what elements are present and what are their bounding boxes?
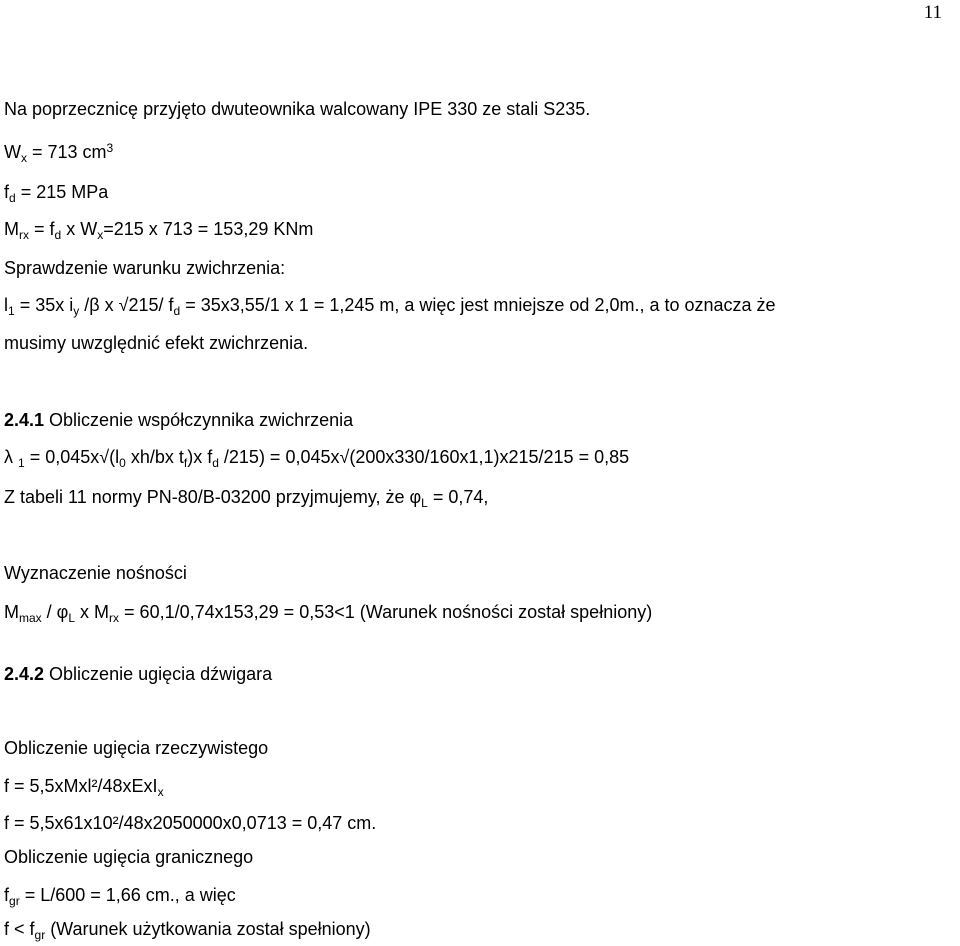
- subscript: gr: [34, 928, 46, 942]
- superscript: 3: [106, 141, 114, 155]
- phi-line: [4, 486, 488, 508]
- text-run: λ: [4, 447, 19, 467]
- subscript: rx: [19, 228, 29, 242]
- text-run: = L/600 = 1,66 cm., a więc: [19, 885, 236, 905]
- lateral-check-heading: Sprawdzenie warunku zwichrzenia:: [4, 258, 286, 278]
- text-run: M: [4, 602, 19, 622]
- subscript: f: [183, 456, 188, 470]
- subscript: x: [97, 228, 104, 242]
- subscript: d: [173, 304, 181, 318]
- lambda-formula-line: [4, 446, 629, 468]
- text-run: f = 5,5xMxl²/48xExI: [4, 776, 158, 796]
- text-run: l: [4, 295, 8, 315]
- wx-line: [4, 141, 113, 163]
- page-number: 11: [923, 2, 942, 23]
- text-run: (l: [109, 447, 120, 467]
- capacity-formula-line: [4, 601, 652, 623]
- text-run: 215/ f: [128, 295, 174, 315]
- subscript: gr: [9, 894, 20, 908]
- text-run: = 215 MPa: [15, 182, 109, 202]
- text-run: x M: [75, 602, 110, 622]
- actual-deflection-heading: Obliczenie ugięcia rzeczywistego: [4, 738, 269, 758]
- text-run: (200x330/160x1,1)x215/215 = 0,85: [349, 447, 630, 467]
- text-run: /215) = 0,045x: [218, 447, 340, 467]
- text-run: = f: [29, 219, 55, 239]
- l1-formula-continuation: musimy uwzględnić efekt zwichrzenia.: [4, 333, 309, 353]
- section-242-heading: [4, 663, 272, 685]
- sqrt-symbol: √: [99, 447, 110, 467]
- subscript: 1: [18, 456, 25, 470]
- sqrt-symbol: √: [118, 295, 129, 315]
- text-run: = 35x i: [14, 295, 74, 315]
- capacity-heading: Wyznaczenie nośności: [4, 563, 187, 583]
- text-run: x W: [61, 219, 98, 239]
- mrx-line: [4, 218, 313, 240]
- subscript: L: [421, 496, 428, 510]
- subscript: d: [54, 228, 62, 242]
- subscript: d: [9, 191, 16, 205]
- subscript: rx: [109, 611, 120, 625]
- subscript: L: [68, 611, 76, 625]
- subscript: d: [212, 456, 219, 470]
- text-run: 2.4.2: [4, 664, 45, 684]
- text-run: f < f: [4, 919, 35, 939]
- text-run: W: [4, 142, 21, 162]
- section-241-heading: [4, 409, 353, 431]
- sqrt-symbol: √: [339, 447, 350, 467]
- text-run: Z tabeli 11 normy PN-80/B-03200 przyjmujemy, że φ: [4, 487, 422, 507]
- text-run: )x f: [187, 447, 213, 467]
- text-run: /β x: [79, 295, 119, 315]
- text-run: = 0,045x: [24, 447, 100, 467]
- text-run: xh/bx t: [125, 447, 184, 467]
- text-run: 2.4.1: [4, 410, 45, 430]
- text-run: Obliczenie współczynnika zwichrzenia: [44, 410, 354, 430]
- text-run: f: [4, 182, 10, 202]
- text-run: = 60,1/0,74x153,29 = 0,53<1 (Warunek nośności został spełniony): [119, 602, 653, 622]
- subscript: x: [157, 785, 164, 799]
- subscript: 1: [8, 304, 15, 318]
- serviceability-check-line: [4, 918, 371, 940]
- fd-line: [4, 181, 108, 203]
- subscript: 0: [119, 456, 126, 470]
- subscript: x: [21, 151, 27, 165]
- limit-deflection-heading: Obliczenie ugięcia granicznego: [4, 847, 254, 867]
- l1-formula-line: [4, 294, 776, 316]
- text-run: Obliczenie ugięcia dźwigara: [44, 664, 273, 684]
- text-run: =215 x 713 = 153,29 KNm: [103, 219, 314, 239]
- text-run: f: [4, 885, 10, 905]
- intro-line: Na poprzecznicę przyjęto dwuteownika walcowany IPE 330 ze stali S235.: [4, 99, 591, 119]
- subscript: y: [73, 304, 80, 318]
- subscript: max: [19, 611, 42, 625]
- text-run: (Warunek użytkowania został spełniony): [45, 919, 371, 939]
- text-run: = 713 cm: [27, 142, 107, 162]
- deflection-value-line: f = 5,5x61x10²/48x2050000x0,0713 = 0,47 cm.: [4, 813, 377, 833]
- fgr-line: [4, 884, 236, 906]
- text-run: = 35x3,55/1 x 1 = 1,245 m, a więc jest mniejsze od 2,0m., a to oznacza że: [180, 295, 776, 315]
- deflection-formula-line: [4, 775, 164, 797]
- text-run: / φ: [41, 602, 69, 622]
- text-run: M: [4, 219, 19, 239]
- text-run: = 0,74,: [427, 487, 489, 507]
